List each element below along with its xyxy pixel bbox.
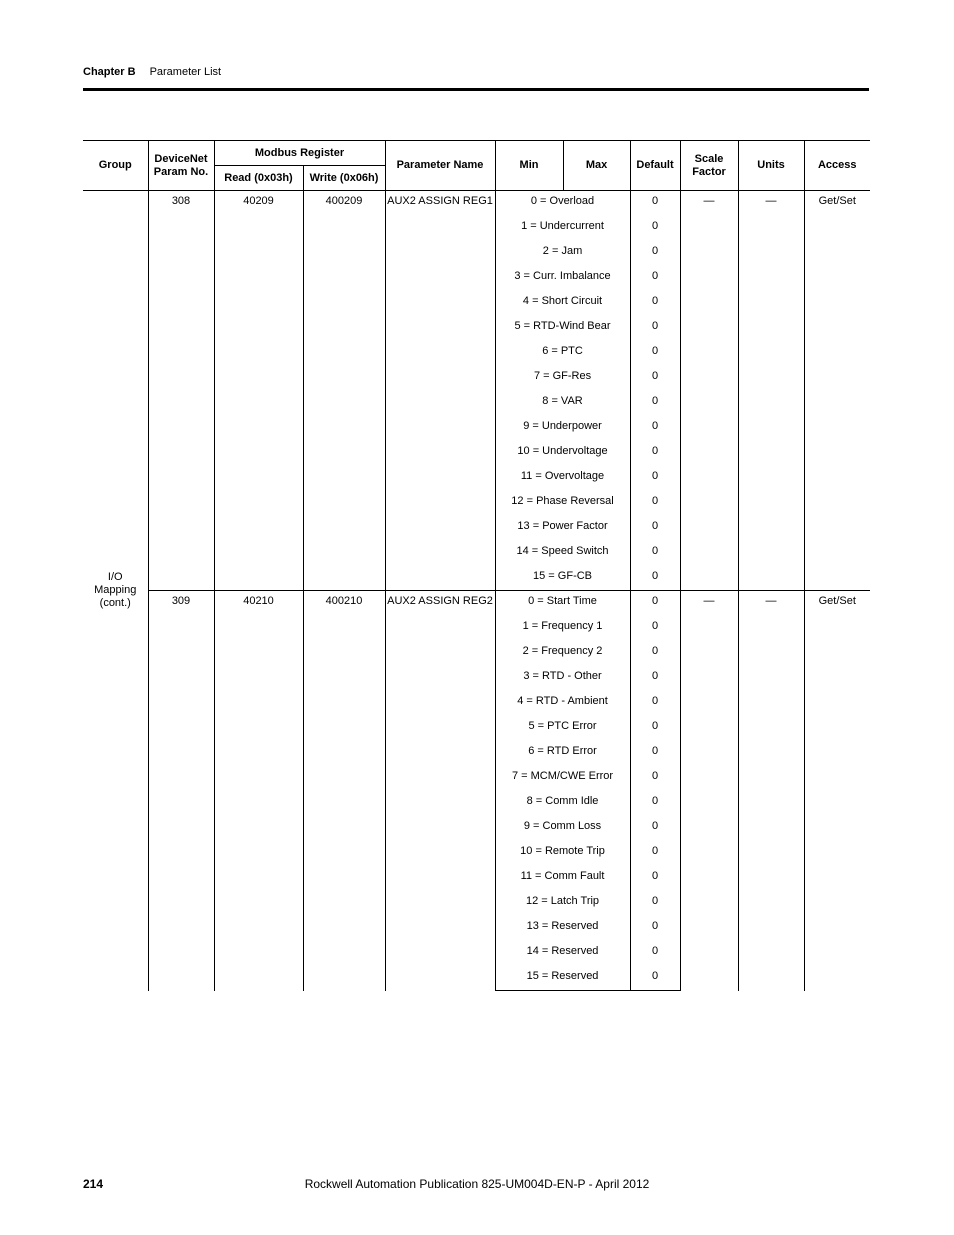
default-value: 0 (630, 216, 680, 241)
default-value: 0 (630, 341, 680, 366)
col-header-group: Group (83, 141, 148, 191)
option-value: 14 = Speed Switch (495, 541, 630, 566)
publication-info: Rockwell Automation Publication 825-UM004D-EN-P - April 2012 (304, 1177, 650, 1191)
option-value: 0 = Overload (495, 191, 630, 216)
parameter-name: AUX2 ASSIGN REG2 (385, 591, 495, 991)
option-value: 12 = Phase Reversal (495, 491, 630, 516)
chapter-label: Chapter B (83, 66, 136, 78)
option-value: 9 = Comm Loss (495, 816, 630, 841)
option-value: 4 = Short Circuit (495, 291, 630, 316)
page-number: 214 (83, 1177, 104, 1191)
scale-factor: — (680, 191, 738, 591)
running-header (83, 66, 221, 78)
param-number: 308 (148, 191, 214, 591)
col-header-modbus: Modbus Register (214, 141, 385, 166)
option-value: 4 = RTD - Ambient (495, 691, 630, 716)
table-row (83, 591, 870, 616)
option-value: 11 = Comm Fault (495, 866, 630, 891)
default-value: 0 (630, 241, 680, 266)
option-value: 13 = Reserved (495, 916, 630, 941)
option-value: 3 = Curr. Imbalance (495, 266, 630, 291)
units: — (738, 591, 804, 991)
col-header-scale (680, 141, 738, 191)
param-number: 309 (148, 591, 214, 991)
col-header-default: Default (630, 141, 680, 191)
default-value: 0 (630, 941, 680, 966)
col-header-devicenet (148, 141, 214, 191)
default-value: 0 (630, 966, 680, 991)
default-value: 0 (630, 841, 680, 866)
col-header-devicenet-line2: Param No. (153, 165, 209, 178)
default-value: 0 (630, 366, 680, 391)
option-value: 14 = Reserved (495, 941, 630, 966)
section-label: Parameter List (149, 66, 222, 78)
default-value: 0 (630, 491, 680, 516)
col-header-read: Read (0x03h) (214, 166, 303, 191)
default-value: 0 (630, 391, 680, 416)
col-header-min: Min (495, 141, 563, 191)
default-value: 0 (630, 616, 680, 641)
parameter-table (83, 140, 870, 991)
option-value: 13 = Power Factor (495, 516, 630, 541)
default-value: 0 (630, 691, 680, 716)
option-value: 6 = RTD Error (495, 741, 630, 766)
default-value: 0 (630, 866, 680, 891)
modbus-write-register: 400210 (303, 591, 385, 991)
access: Get/Set (804, 191, 870, 591)
default-value: 0 (630, 666, 680, 691)
option-value: 2 = Frequency 2 (495, 641, 630, 666)
col-header-units: Units (738, 141, 804, 191)
default-value: 0 (630, 891, 680, 916)
parameter-name: AUX2 ASSIGN REG1 (385, 191, 495, 591)
group-label-line: I/O (107, 571, 123, 584)
option-value: 15 = GF-CB (495, 566, 630, 591)
col-header-max: Max (563, 141, 630, 191)
default-value: 0 (630, 591, 680, 616)
option-value: 7 = GF-Res (495, 366, 630, 391)
group-label-line: Mapping (94, 584, 137, 597)
modbus-read-register: 40209 (214, 191, 303, 591)
parameter-table-body (83, 191, 870, 991)
option-value: 5 = RTD-Wind Bear (495, 316, 630, 341)
option-value: 8 = VAR (495, 391, 630, 416)
default-value: 0 (630, 816, 680, 841)
default-value: 0 (630, 466, 680, 491)
option-value: 2 = Jam (495, 241, 630, 266)
option-value: 11 = Overvoltage (495, 466, 630, 491)
option-value: 8 = Comm Idle (495, 791, 630, 816)
col-header-param-name: Parameter Name (385, 141, 495, 191)
default-value: 0 (630, 741, 680, 766)
units: — (738, 191, 804, 591)
default-value: 0 (630, 541, 680, 566)
default-value: 0 (630, 191, 680, 216)
option-value: 10 = Undervoltage (495, 441, 630, 466)
option-value: 15 = Reserved (495, 966, 630, 991)
col-header-access: Access (804, 141, 870, 191)
default-value: 0 (630, 766, 680, 791)
modbus-write-register: 400209 (303, 191, 385, 591)
option-value: 3 = RTD - Other (495, 666, 630, 691)
option-value: 7 = MCM/CWE Error (495, 766, 630, 791)
default-value: 0 (630, 441, 680, 466)
option-value: 10 = Remote Trip (495, 841, 630, 866)
col-header-devicenet-line1: DeviceNet (154, 152, 208, 165)
option-value: 1 = Frequency 1 (495, 616, 630, 641)
default-value: 0 (630, 516, 680, 541)
default-value: 0 (630, 416, 680, 441)
default-value: 0 (630, 566, 680, 591)
group-cell (83, 191, 148, 991)
col-header-scale-line1: Scale (694, 152, 724, 165)
default-value: 0 (630, 291, 680, 316)
group-label-line: (cont.) (99, 597, 131, 610)
modbus-read-register: 40210 (214, 591, 303, 991)
default-value: 0 (630, 641, 680, 666)
table-row (83, 191, 870, 216)
option-value: 12 = Latch Trip (495, 891, 630, 916)
default-value: 0 (630, 791, 680, 816)
option-value: 0 = Start Time (495, 591, 630, 616)
scale-factor: — (680, 591, 738, 991)
access: Get/Set (804, 591, 870, 991)
default-value: 0 (630, 266, 680, 291)
default-value: 0 (630, 316, 680, 341)
default-value: 0 (630, 916, 680, 941)
default-value: 0 (630, 716, 680, 741)
header-rule (83, 88, 869, 91)
col-header-scale-line2: Factor (692, 165, 726, 178)
option-value: 6 = PTC (495, 341, 630, 366)
option-value: 5 = PTC Error (495, 716, 630, 741)
option-value: 9 = Underpower (495, 416, 630, 441)
col-header-write: Write (0x06h) (303, 166, 385, 191)
option-value: 1 = Undercurrent (495, 216, 630, 241)
